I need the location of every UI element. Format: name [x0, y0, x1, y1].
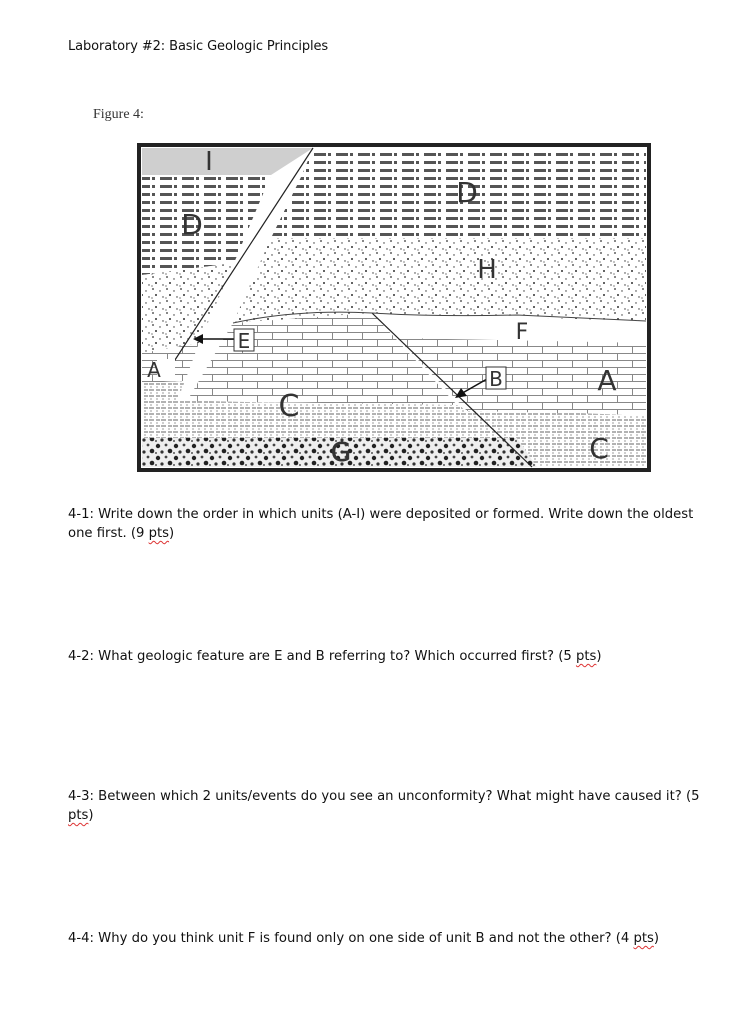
question-4-2: 4-2: What geologic feature are E and B referring to? Which occurred first? (5 pts) — [68, 649, 602, 664]
geologic-cross-section — [137, 143, 651, 472]
label-unit-f: F — [515, 320, 529, 345]
question-4-4: 4-4: Why do you think unit F is found only on one side of unit B and not the other? (4 pts) — [68, 931, 660, 946]
label-unit-a-right: A — [597, 364, 617, 397]
label-unit-d-right: D — [456, 176, 478, 209]
label-unit-g: G — [330, 438, 352, 468]
label-unit-d-left: D — [181, 208, 203, 241]
question-4-1: 4-1: Write down the order in which units (A-I) were deposited or formed. Write down the oldest one first. (9 pts) — [68, 507, 694, 541]
unit-h-right-layer — [233, 238, 646, 323]
label-unit-c-right: C — [589, 432, 609, 465]
label-unit-i: I — [205, 147, 213, 177]
figure-label: Figure 4: — [93, 107, 144, 122]
label-unit-c-left: C — [278, 389, 300, 424]
page-header: Laboratory #2: Basic Geologic Principles — [68, 39, 329, 54]
label-unit-e: E — [237, 329, 251, 353]
label-unit-a-left: A — [147, 358, 161, 382]
label-unit-h: H — [477, 255, 497, 285]
label-unit-b: B — [489, 367, 503, 391]
question-4-3: 4-3: Between which 2 units/events do you see an unconformity? What might have caused it? (5 pts) — [68, 789, 700, 823]
unit-c-right-bottom — [517, 438, 646, 467]
